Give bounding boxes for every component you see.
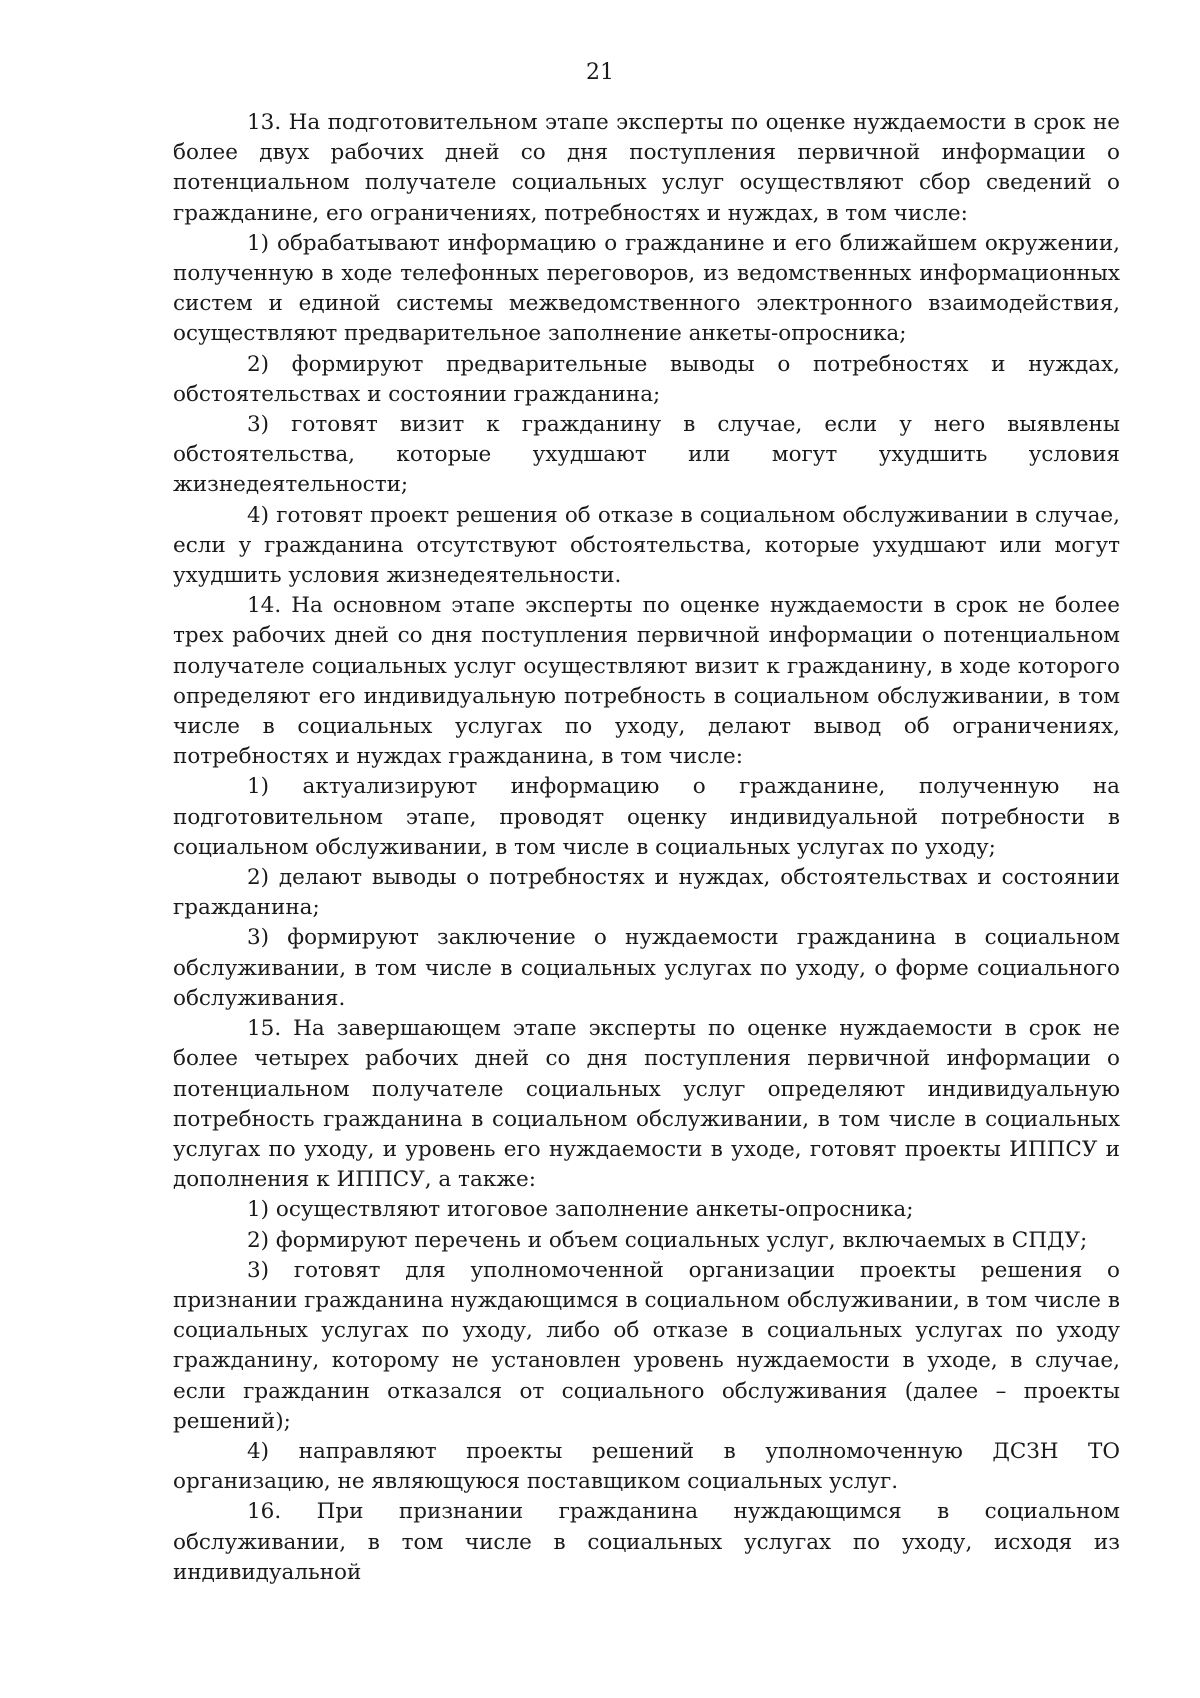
paragraph-15-item-2: 2) формируют перечень и объем социальных услуг, включаемых в СПДУ;	[247, 1227, 1088, 1253]
paragraph-14-item-2: 2) делают выводы о потребностях и нуждах, обстоятельствах и состоянии гражданина;	[173, 865, 1120, 921]
page-number: 21	[586, 60, 614, 85]
paragraph-14-item-1: 1) актуализируют информацию о гражданине, полученную на подготовительном этапе, проводят оценку индивидуальной потребности в социальном обслуживании, в том числе в социальных услугах по уходу;	[173, 774, 1120, 860]
paragraph-15-item-1: 1) осуществляют итоговое заполнение анкеты-опросника;	[247, 1197, 914, 1223]
paragraph-15-item-4: 4) направляют проекты решений в уполномоченную ДСЗН ТО организацию, не являющуюся поставщиком социальных услуг.	[173, 1438, 1120, 1495]
document-body	[173, 108, 1120, 1588]
paragraph-15-item-3: 3) готовят для уполномоченной организации проекты решения о признании гражданина нуждающимся в социальном обслуживании, в том числе в социальных услугах по уходу, либо об отказе в социальных услугах по уходу гражданину, которому не установлен уровень нуждаемости в уходе, в случае, если гражданин отказался от социального обслуживания (далее – проекты решений);	[173, 1257, 1120, 1434]
paragraph-15: 15. На завершающем этапе эксперты по оценке нуждаемости в срок не более четырех рабочих дней со дня поступления первичной информации о потенциальном получателе социальных услуг определяют индивидуальную потребность гражданина в социальном обслуживании, в том числе в социальных услугах по уходу, и уровень его нуждаемости в уходе, готовят проекты ИППСУ и дополнения к ИППСУ, а также:	[173, 1016, 1120, 1193]
paragraph-13: 13. На подготовительном этапе эксперты по оценке нуждаемости в срок не более двух рабочих дней со дня поступления первичной информации о потенциальном получателе социальных услуг осуществляют сбор сведений о гражданине, его ограничениях, потребностях и нуждах, в том числе:	[173, 110, 1120, 226]
paragraph-13-item-3: 3) готовят визит к гражданину в случае, если у него выявлены обстоятельства, которые ухудшают или могут ухудшить условия жизнедеятельности;	[173, 412, 1120, 498]
paragraph-14: 14. На основном этапе эксперты по оценке нуждаемости в срок не более трех рабочих дней со дня поступления первичной информации о потенциальном получателе социальных услуг осуществляют визит к гражданину, в ходе которого определяют его индивидуальную потребность в социальном обслуживании, в том числе в социальных услугах по уходу, делают вывод об ограничениях, потребностях и нуждах гражданина, в том числе:	[173, 593, 1120, 770]
paragraph-13-item-1: 1) обрабатывают информацию о гражданине и его ближайшем окружении, полученную в ходе телефонных переговоров, из ведомственных информационных систем и единой системы межведомственного электронного взаимодействия, осуществляют предварительное заполнение анкеты-опросника;	[173, 230, 1120, 347]
paragraph-16: 16. При признании гражданина нуждающимся в социальном обслуживании, в том числе в социальных услугах по уходу, исходя из индивидуальной	[173, 1499, 1120, 1585]
paragraph-14-item-3: 3) формируют заключение о нуждаемости гражданина в социальном обслуживании, в том числе в социальных услугах по уходу, о форме социального обслуживания.	[173, 925, 1120, 1011]
paragraph-13-item-4: 4) готовят проект решения об отказе в социальном обслуживании в случае, если у гражданина отсутствуют обстоятельства, которые ухудшают или могут ухудшить условия жизнедеятельности.	[173, 502, 1120, 589]
paragraph-13-item-2: 2) формируют предварительные выводы о потребностях и нуждах, обстоятельствах и состоянии гражданина;	[173, 351, 1120, 407]
